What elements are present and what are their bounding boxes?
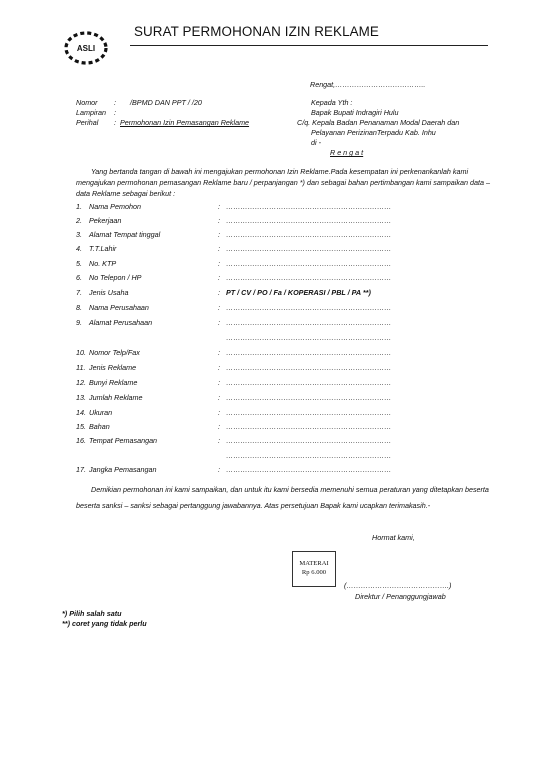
field-label: Pekerjaan bbox=[89, 216, 122, 225]
field-sep: : bbox=[218, 348, 220, 357]
place-date: Rengat,……………………………….. bbox=[310, 80, 426, 89]
materai-amount: Rp 6.000 bbox=[301, 569, 327, 576]
field-value: …………………………………………………………… bbox=[226, 273, 392, 282]
field-sep: : bbox=[218, 378, 220, 387]
field-label: Jenis Usaha bbox=[89, 288, 129, 297]
footnote: **) coret yang tidak perlu bbox=[62, 619, 147, 628]
field-value: …………………………………………………………… bbox=[226, 393, 392, 402]
addressee-line: Bapak Bupati Indragiri Hulu bbox=[311, 108, 399, 117]
field-value-business-type: PT / CV / PO / Fa / KOPERASI / PBL / PA **) bbox=[226, 288, 371, 297]
field-value: …………………………………………………………… bbox=[226, 408, 392, 417]
field-sep: : bbox=[218, 216, 220, 225]
field-label: Nomor Telp/Fax bbox=[89, 348, 140, 357]
field-label: Bahan bbox=[89, 422, 110, 431]
field-sep: : bbox=[218, 465, 220, 474]
field-no: 15. bbox=[76, 422, 86, 431]
field-sep: : bbox=[218, 303, 220, 312]
field-value: …………………………………………………………… bbox=[226, 378, 392, 387]
field-no: 12. bbox=[76, 378, 86, 387]
field-no: 14. bbox=[76, 408, 86, 417]
field-sep: : bbox=[218, 244, 220, 253]
field-no: 6. bbox=[76, 273, 82, 282]
field-value: …………………………………………………………… bbox=[226, 318, 392, 327]
field-no: 7. bbox=[76, 288, 82, 297]
field-no: 9. bbox=[76, 318, 82, 327]
field-no: 4. bbox=[76, 244, 82, 253]
closing-line: Demikian permohonan ini kami sampaikan, dan untuk itu kami bersedia memenuhi semua peraturan yang ditetapkan beserta bbox=[91, 485, 489, 494]
field-sep: : bbox=[218, 408, 220, 417]
field-sep: : bbox=[218, 393, 220, 402]
field-no: 5. bbox=[76, 259, 82, 268]
field-label: Jenis Reklame bbox=[89, 363, 137, 372]
field-label: Tempat Pemasangan bbox=[89, 436, 158, 445]
intro-line: Yang bertanda tangan di bawah ini mengajukan permohonan Izin Reklame.Pada kesempatan ini perkenankanlah kami bbox=[91, 167, 469, 176]
field-value: …………………………………………………………… bbox=[226, 303, 392, 312]
field-value: …………………………………………………………… bbox=[226, 348, 392, 357]
intro-line: mengajukan permohonan pemasangan Reklame baru / perpanjangan *) dan sebagai bahan pertimbangan kami sampaikan data – bbox=[76, 178, 490, 187]
field-value: …………………………………………………………… bbox=[226, 202, 392, 211]
field-sep: : bbox=[218, 422, 220, 431]
field-no: 11. bbox=[76, 363, 86, 372]
field-value: …………………………………………………………… bbox=[226, 259, 392, 268]
field-value: …………………………………………………………… bbox=[226, 436, 392, 445]
field-label: Alamat Tempat tinggal bbox=[89, 230, 161, 239]
field-value: …………………………………………………………… bbox=[226, 216, 392, 225]
addressee-line: di - bbox=[311, 138, 321, 147]
footnote: *) Pilih salah satu bbox=[62, 609, 122, 618]
field-value-continuation: …………………………………………………………… bbox=[226, 451, 392, 460]
field-sep: : bbox=[218, 288, 220, 297]
field-value: …………………………………………………………… bbox=[226, 422, 392, 431]
closing-line: beserta sanksi – sanksi sebagai pertanggung jawabannya. Atas persetujuan Bapak kami ucapkan terimakasih.- bbox=[76, 501, 431, 510]
meta-value-perihal: Permohonan Izin Pemasangan Reklame bbox=[120, 118, 250, 127]
field-sep: : bbox=[218, 318, 220, 327]
title-rule bbox=[130, 45, 488, 46]
field-sep: : bbox=[218, 230, 220, 239]
meta-sep: : bbox=[114, 118, 116, 127]
field-label: T.T.Lahir bbox=[89, 244, 117, 253]
stamp-label: ASLI bbox=[76, 44, 96, 53]
signature-greeting: Hormat kami, bbox=[372, 533, 415, 542]
field-label: Jangka Pemasangan bbox=[89, 465, 157, 474]
field-label: Alamat Perusahaan bbox=[89, 318, 153, 327]
materai-label: MATERAI bbox=[299, 560, 329, 567]
field-label: No. KTP bbox=[89, 259, 117, 268]
meta-value-nomor: /BPMD DAN PPT / /20 bbox=[130, 98, 202, 107]
meta-sep: : bbox=[114, 108, 116, 117]
addressee-line: R e n g a t bbox=[330, 148, 364, 157]
field-no: 17. bbox=[76, 465, 86, 474]
addressee-line: Kepada Yth : bbox=[311, 98, 353, 107]
signature-role: Direktur / Penanggungjawab bbox=[355, 592, 446, 601]
meta-label-nomor: Nomor bbox=[76, 98, 98, 107]
field-no: 10. bbox=[76, 348, 86, 357]
field-value: …………………………………………………………… bbox=[226, 244, 392, 253]
field-label: Nama Perusahaan bbox=[89, 303, 149, 312]
field-no: 1. bbox=[76, 202, 82, 211]
intro-line: data Reklame sebagai berikut : bbox=[76, 189, 176, 198]
field-no: 8. bbox=[76, 303, 82, 312]
signature-name-line: (…………………………………….) bbox=[344, 581, 452, 590]
field-value: …………………………………………………………… bbox=[226, 230, 392, 239]
field-no: 13. bbox=[76, 393, 86, 402]
field-sep: : bbox=[218, 363, 220, 372]
field-label: Ukuran bbox=[89, 408, 113, 417]
meta-label-lampiran: Lampiran bbox=[76, 108, 106, 117]
field-label: Nama Pemohon bbox=[89, 202, 141, 211]
field-sep: : bbox=[218, 259, 220, 268]
field-no: 3. bbox=[76, 230, 82, 239]
field-label: No Telepon / HP bbox=[89, 273, 142, 282]
field-label: Bunyi Reklame bbox=[89, 378, 138, 387]
meta-label-perihal: Perihal bbox=[76, 118, 99, 127]
addressee-line: C/q. Kepala Badan Penanaman Modal Daerah dan bbox=[297, 118, 460, 127]
field-sep: : bbox=[218, 273, 220, 282]
addressee-line: Pelayanan PerizinanTerpadu Kab. Inhu bbox=[311, 128, 436, 137]
field-value-continuation: …………………………………………………………… bbox=[226, 333, 392, 342]
document-title: SURAT PERMOHONAN IZIN REKLAME bbox=[134, 24, 379, 39]
field-sep: : bbox=[218, 202, 220, 211]
field-no: 2. bbox=[76, 216, 82, 225]
field-sep: : bbox=[218, 436, 220, 445]
field-value: …………………………………………………………… bbox=[226, 465, 392, 474]
field-no: 16. bbox=[76, 436, 86, 445]
field-value: …………………………………………………………… bbox=[226, 363, 392, 372]
meta-sep: : bbox=[114, 98, 116, 107]
field-label: Jumlah Reklame bbox=[89, 393, 143, 402]
